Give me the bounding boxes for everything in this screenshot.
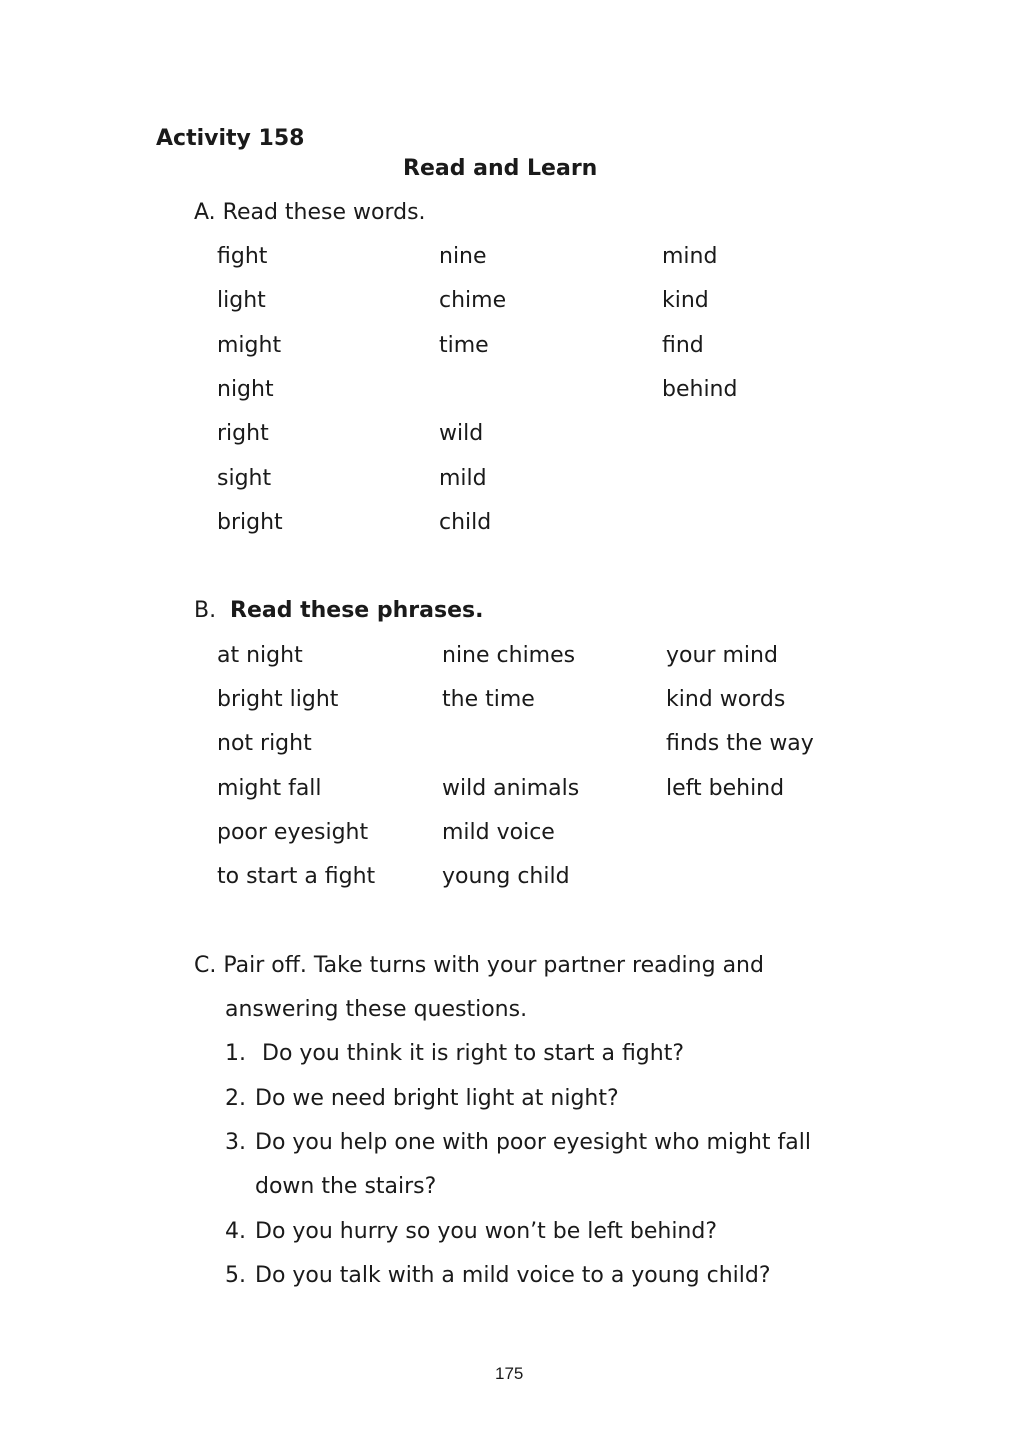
section-a-heading: A. Read these words. — [194, 200, 426, 225]
word: nine — [439, 244, 487, 269]
activity-heading: Activity 158 — [156, 126, 305, 151]
word: light — [217, 288, 266, 313]
phrase: nine chimes — [442, 643, 576, 668]
question-text: down the stairs? — [255, 1174, 437, 1199]
phrase: finds the way — [666, 731, 814, 756]
word: might — [217, 333, 282, 358]
word: find — [662, 333, 704, 358]
word: time — [439, 333, 489, 358]
question-number: 1. — [225, 1041, 246, 1066]
word: sight — [217, 466, 272, 491]
question-text: Do you talk with a mild voice to a young child? — [255, 1263, 771, 1288]
word: child — [439, 510, 492, 535]
page-number: 175 — [495, 1364, 524, 1383]
phrase: young child — [442, 864, 570, 889]
word: behind — [662, 377, 738, 402]
word: kind — [662, 288, 709, 313]
phrase: not right — [217, 731, 312, 756]
question-text: Do you think it is right to start a fight? — [262, 1041, 685, 1066]
phrase: at night — [217, 643, 303, 668]
section-c-heading-cont: answering these questions. — [225, 997, 528, 1022]
word: mild — [439, 466, 487, 491]
word: right — [217, 421, 269, 446]
phrase: the time — [442, 687, 535, 712]
question-text: Do you help one with poor eyesight who might fall — [255, 1130, 811, 1155]
question-text: Do we need bright light at night? — [255, 1086, 619, 1111]
phrase: might fall — [217, 776, 322, 801]
phrase: mild voice — [442, 820, 555, 845]
word: bright — [217, 510, 283, 535]
phrase: left behind — [666, 776, 785, 801]
word: wild — [439, 421, 484, 446]
phrase: kind words — [666, 687, 786, 712]
page-title: Read and Learn — [403, 156, 598, 181]
section-b-letter: B. — [194, 598, 217, 623]
section-b-heading: Read these phrases. — [230, 598, 484, 623]
question-number: 2. — [225, 1086, 246, 1111]
word: mind — [662, 244, 718, 269]
question-number: 4. — [225, 1219, 246, 1244]
phrase: poor eyesight — [217, 820, 369, 845]
word: fight — [217, 244, 268, 269]
phrase: your mind — [666, 643, 778, 668]
word: night — [217, 377, 274, 402]
word: chime — [439, 288, 507, 313]
section-c-heading: C. Pair off. Take turns with your partner reading and — [194, 953, 764, 978]
question-number: 5. — [225, 1263, 246, 1288]
phrase: bright light — [217, 687, 339, 712]
question-text: Do you hurry so you won’t be left behind? — [255, 1219, 718, 1244]
phrase: wild animals — [442, 776, 580, 801]
question-number: 3. — [225, 1130, 246, 1155]
phrase: to start a fight — [217, 864, 376, 889]
